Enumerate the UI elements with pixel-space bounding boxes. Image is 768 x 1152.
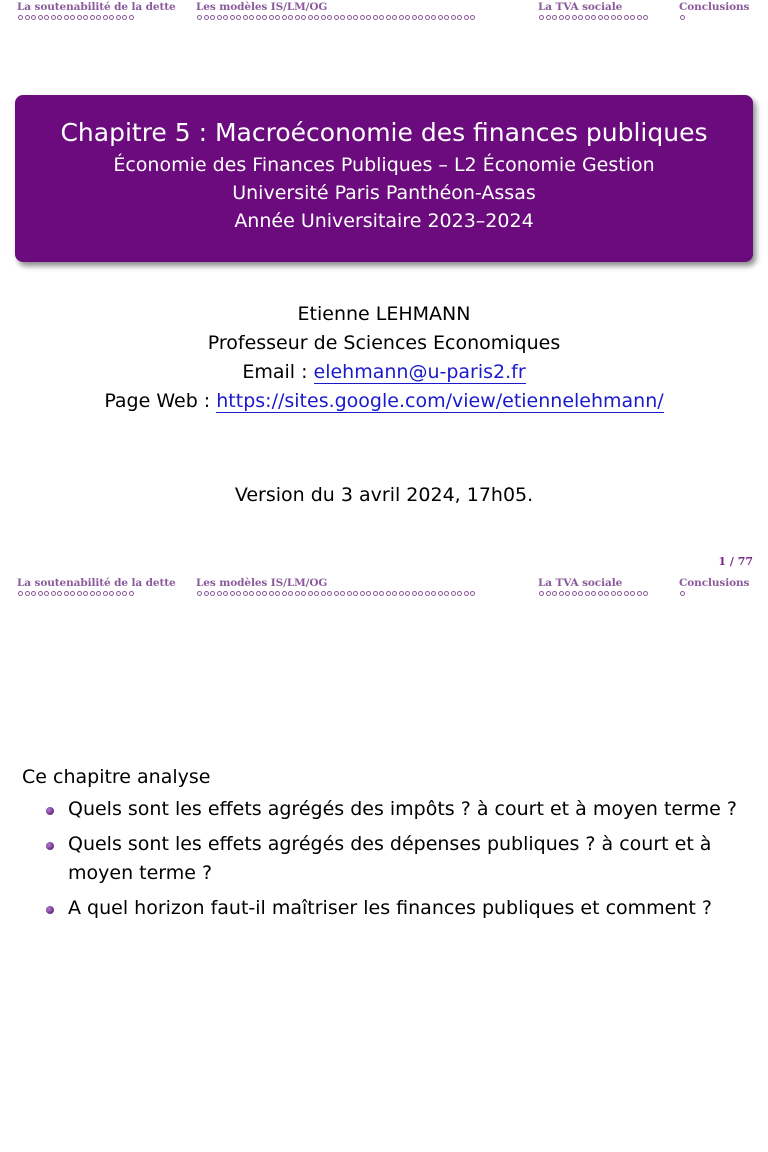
nav-frame-dot[interactable]	[565, 591, 570, 596]
nav-frame-dot[interactable]	[282, 15, 287, 20]
nav-frame-dot[interactable]	[386, 15, 391, 20]
nav-frame-dot[interactable]	[31, 15, 36, 20]
nav-frame-dot[interactable]	[57, 591, 62, 596]
nav-frame-dot[interactable]	[457, 15, 462, 20]
nav-frame-dot[interactable]	[236, 15, 241, 20]
nav-section-tva[interactable]: La TVA sociale	[538, 577, 623, 589]
nav-frame-dot[interactable]	[308, 15, 313, 20]
nav-frame-dot[interactable]	[464, 591, 469, 596]
bullet-text: A quel horizon faut-il maîtriser les finances publiques et comment ?	[68, 897, 712, 919]
nav-frame-dot[interactable]	[438, 591, 443, 596]
nav-frame-dot[interactable]	[122, 15, 127, 20]
nav-frame-dot[interactable]	[451, 15, 456, 20]
nav-frame-dot[interactable]	[295, 15, 300, 20]
nav-frame-dot[interactable]	[103, 591, 108, 596]
list-item	[46, 795, 752, 824]
nav-frame-dot[interactable]	[116, 591, 121, 596]
nav-frame-dot[interactable]	[591, 591, 596, 596]
nav-frame-dot[interactable]	[90, 591, 95, 596]
email-line	[0, 358, 768, 387]
nav-frame-dot[interactable]	[327, 591, 332, 596]
author-name: Etienne LEHMANN	[297, 303, 471, 325]
nav-frame-dot[interactable]	[360, 15, 365, 20]
nav-frame-dot[interactable]	[353, 591, 358, 596]
nav-frame-dot[interactable]	[230, 15, 235, 20]
subtitle-year: Année Universitaire 2023–2024	[234, 210, 534, 232]
web-link[interactable]: https://sites.google.com/view/etiennelehmann/	[216, 390, 664, 412]
nav-frame-dot[interactable]	[392, 591, 397, 596]
nav-frame-dot[interactable]	[129, 591, 134, 596]
nav-frame-dot[interactable]	[399, 15, 404, 20]
nav-frame-dot[interactable]	[572, 15, 577, 20]
web-label: Page Web :	[104, 390, 211, 412]
nav-frame-dot[interactable]	[282, 591, 287, 596]
nav-frame-dot[interactable]	[617, 591, 622, 596]
nav-section-conclusions[interactable]: Conclusions	[679, 577, 750, 589]
nav-frame-dot[interactable]	[366, 591, 371, 596]
email-link[interactable]: elehmann@u-paris2.fr	[313, 361, 526, 383]
nav-frame-dot[interactable]	[611, 591, 616, 596]
nav-frame-dot[interactable]	[77, 591, 82, 596]
nav-frame-dot[interactable]	[44, 591, 49, 596]
nav-frame-dot[interactable]	[539, 15, 544, 20]
nav-dots-tva[interactable]	[539, 591, 648, 599]
nav-frame-dot[interactable]	[223, 591, 228, 596]
list-item	[46, 830, 752, 888]
nav-frame-dot[interactable]	[256, 15, 261, 20]
nav-frame-dot[interactable]	[680, 591, 685, 596]
nav-frame-dot[interactable]	[122, 591, 127, 596]
nav-frame-dot[interactable]	[51, 15, 56, 20]
nav-frame-dot[interactable]	[643, 15, 648, 20]
nav-frame-dot[interactable]	[617, 15, 622, 20]
nav-dots-dette[interactable]	[18, 15, 134, 23]
nav-frame-dot[interactable]	[559, 591, 564, 596]
nav-frame-dot[interactable]	[373, 15, 378, 20]
nav-frame-dot[interactable]	[444, 591, 449, 596]
nav-frame-dot[interactable]	[210, 15, 215, 20]
nav-frame-dot[interactable]	[585, 15, 590, 20]
nav-frame-dot[interactable]	[552, 15, 557, 20]
nav-frame-dot[interactable]	[18, 15, 23, 20]
nav-frame-dot[interactable]	[70, 15, 75, 20]
nav-dots-conclusions[interactable]	[680, 15, 685, 23]
nav-frame-dot[interactable]	[405, 591, 410, 596]
list-item	[46, 894, 752, 923]
nav-frame-dot[interactable]	[451, 591, 456, 596]
nav-frame-dot[interactable]	[51, 591, 56, 596]
nav-frame-dot[interactable]	[295, 591, 300, 596]
nav-frame-dot[interactable]	[340, 591, 345, 596]
navigation-bar	[0, 576, 768, 606]
nav-frame-dot[interactable]	[269, 15, 274, 20]
nav-frame-dot[interactable]	[116, 15, 121, 20]
nav-frame-dot[interactable]	[578, 591, 583, 596]
nav-frame-dot[interactable]	[457, 591, 462, 596]
bullet-text: Quels sont les effets agrégés des dépenses publiques ? à court et à moyen terme ?	[68, 833, 712, 884]
nav-frame-dot[interactable]	[334, 591, 339, 596]
nav-frame-dot[interactable]	[38, 591, 43, 596]
nav-frame-dot[interactable]	[340, 15, 345, 20]
nav-frame-dot[interactable]	[624, 591, 629, 596]
nav-frame-dot[interactable]	[425, 15, 430, 20]
nav-frame-dot[interactable]	[444, 15, 449, 20]
nav-frame-dot[interactable]	[262, 591, 267, 596]
nav-frame-dot[interactable]	[288, 591, 293, 596]
nav-dots-islmog[interactable]	[197, 15, 475, 23]
bullet-text: Quels sont les effets agrégés des impôts ? à court et à moyen terme ?	[68, 798, 737, 820]
nav-frame-dot[interactable]	[405, 15, 410, 20]
nav-frame-dot[interactable]	[373, 591, 378, 596]
nav-frame-dot[interactable]	[399, 591, 404, 596]
nav-frame-dot[interactable]	[321, 15, 326, 20]
nav-frame-dot[interactable]	[308, 591, 313, 596]
nav-frame-dot[interactable]	[129, 15, 134, 20]
nav-frame-dot[interactable]	[438, 15, 443, 20]
nav-frame-dot[interactable]	[103, 15, 108, 20]
nav-frame-dot[interactable]	[25, 15, 30, 20]
nav-frame-dot[interactable]	[217, 15, 222, 20]
nav-frame-dot[interactable]	[256, 591, 261, 596]
nav-frame-dot[interactable]	[96, 591, 101, 596]
nav-frame-dot[interactable]	[57, 15, 62, 20]
nav-frame-dot[interactable]	[559, 15, 564, 20]
nav-frame-dot[interactable]	[18, 591, 23, 596]
nav-frame-dot[interactable]	[327, 15, 332, 20]
slide-title: Chapitre 5 : Macroéconomie des finances publiques	[60, 118, 708, 147]
nav-frame-dot[interactable]	[197, 15, 202, 20]
nav-frame-dot[interactable]	[539, 591, 544, 596]
nav-frame-dot[interactable]	[470, 591, 475, 596]
nav-frame-dot[interactable]	[611, 15, 616, 20]
nav-frame-dot[interactable]	[379, 591, 384, 596]
nav-frame-dot[interactable]	[249, 591, 254, 596]
nav-frame-dot[interactable]	[552, 591, 557, 596]
nav-frame-dot[interactable]	[546, 591, 551, 596]
bullet-icon	[46, 807, 54, 815]
nav-frame-dot[interactable]	[360, 591, 365, 596]
nav-frame-dot[interactable]	[643, 591, 648, 596]
nav-frame-dot[interactable]	[412, 15, 417, 20]
nav-frame-dot[interactable]	[598, 15, 603, 20]
nav-frame-dot[interactable]	[269, 591, 274, 596]
nav-frame-dot[interactable]	[624, 15, 629, 20]
version-text: Version du 3 avril 2024, 17h05.	[234, 484, 534, 506]
nav-frame-dot[interactable]	[44, 15, 49, 20]
nav-frame-dot[interactable]	[425, 591, 430, 596]
nav-frame-dot[interactable]	[418, 591, 423, 596]
author-position: Professeur de Sciences Economiques	[207, 332, 561, 354]
nav-frame-dot[interactable]	[334, 15, 339, 20]
email-label: Email :	[242, 361, 308, 383]
nav-frame-dot[interactable]	[546, 15, 551, 20]
nav-dots-dette[interactable]	[18, 591, 134, 599]
nav-frame-dot[interactable]	[204, 591, 209, 596]
nav-frame-dot[interactable]	[314, 591, 319, 596]
nav-frame-dot[interactable]	[637, 591, 642, 596]
nav-frame-dot[interactable]	[70, 591, 75, 596]
nav-frame-dot[interactable]	[431, 591, 436, 596]
nav-frame-dot[interactable]	[109, 15, 114, 20]
nav-frame-dot[interactable]	[585, 591, 590, 596]
nav-frame-dot[interactable]	[64, 15, 69, 20]
nav-frame-dot[interactable]	[680, 15, 685, 20]
intro-text: Ce chapitre analyse	[22, 766, 211, 788]
nav-frame-dot[interactable]	[217, 591, 222, 596]
nav-frame-dot[interactable]	[366, 15, 371, 20]
subtitle-university: Université Paris Panthéon-Assas	[232, 182, 536, 204]
nav-section-islmog[interactable]: Les modèles IS/LM/OG	[196, 1, 328, 13]
nav-dots-islmog[interactable]	[197, 591, 475, 599]
nav-frame-dot[interactable]	[630, 591, 635, 596]
bullet-list	[22, 795, 752, 923]
nav-frame-dot[interactable]	[31, 591, 36, 596]
nav-frame-dot[interactable]	[379, 15, 384, 20]
nav-frame-dot[interactable]	[83, 591, 88, 596]
nav-frame-dot[interactable]	[572, 591, 577, 596]
nav-frame-dot[interactable]	[604, 591, 609, 596]
nav-frame-dot[interactable]	[243, 15, 248, 20]
nav-dots-conclusions[interactable]	[680, 591, 685, 599]
subtitle-course: Économie des Finances Publiques – L2 Économie Gestion	[113, 154, 655, 176]
content-slide	[0, 576, 768, 1152]
author-block	[0, 300, 768, 416]
nav-frame-dot[interactable]	[243, 591, 248, 596]
nav-frame-dot[interactable]	[210, 591, 215, 596]
nav-frame-dot[interactable]	[204, 15, 209, 20]
nav-frame-dot[interactable]	[353, 15, 358, 20]
nav-frame-dot[interactable]	[347, 591, 352, 596]
nav-frame-dot[interactable]	[630, 15, 635, 20]
nav-frame-dot[interactable]	[38, 15, 43, 20]
nav-frame-dot[interactable]	[386, 591, 391, 596]
nav-frame-dot[interactable]	[197, 591, 202, 596]
nav-frame-dot[interactable]	[347, 15, 352, 20]
slide-content	[22, 763, 752, 929]
bullet-icon	[46, 906, 54, 914]
nav-frame-dot[interactable]	[321, 591, 326, 596]
nav-frame-dot[interactable]	[90, 15, 95, 20]
nav-frame-dot[interactable]	[637, 15, 642, 20]
nav-frame-dot[interactable]	[314, 15, 319, 20]
nav-frame-dot[interactable]	[470, 15, 475, 20]
nav-section-conclusions[interactable]: Conclusions	[679, 1, 750, 13]
nav-frame-dot[interactable]	[275, 591, 280, 596]
nav-frame-dot[interactable]	[64, 591, 69, 596]
nav-frame-dot[interactable]	[230, 591, 235, 596]
nav-frame-dot[interactable]	[301, 15, 306, 20]
nav-frame-dot[interactable]	[249, 15, 254, 20]
nav-frame-dot[interactable]	[77, 15, 82, 20]
nav-frame-dot[interactable]	[236, 591, 241, 596]
nav-frame-dot[interactable]	[275, 15, 280, 20]
nav-section-dette[interactable]: La soutenabilité de la dette	[17, 1, 176, 13]
web-line	[0, 387, 768, 416]
nav-dots-tva[interactable]	[539, 15, 648, 23]
nav-frame-dot[interactable]	[262, 15, 267, 20]
nav-frame-dot[interactable]	[223, 15, 228, 20]
nav-frame-dot[interactable]	[83, 15, 88, 20]
nav-frame-dot[interactable]	[392, 15, 397, 20]
nav-frame-dot[interactable]	[412, 591, 417, 596]
nav-section-tva[interactable]: La TVA sociale	[538, 1, 623, 13]
nav-frame-dot[interactable]	[25, 591, 30, 596]
page-number: 1 / 77	[718, 555, 753, 568]
nav-frame-dot[interactable]	[418, 15, 423, 20]
navigation-bar	[0, 0, 768, 30]
nav-frame-dot[interactable]	[604, 15, 609, 20]
nav-frame-dot[interactable]	[578, 15, 583, 20]
title-block	[15, 95, 753, 262]
nav-frame-dot[interactable]	[431, 15, 436, 20]
nav-frame-dot[interactable]	[109, 591, 114, 596]
nav-section-islmog[interactable]: Les modèles IS/LM/OG	[196, 577, 328, 589]
nav-frame-dot[interactable]	[565, 15, 570, 20]
bullet-icon	[46, 842, 54, 850]
nav-section-dette[interactable]: La soutenabilité de la dette	[17, 577, 176, 589]
nav-frame-dot[interactable]	[288, 15, 293, 20]
nav-frame-dot[interactable]	[301, 591, 306, 596]
nav-frame-dot[interactable]	[464, 15, 469, 20]
nav-frame-dot[interactable]	[598, 591, 603, 596]
nav-frame-dot[interactable]	[96, 15, 101, 20]
nav-frame-dot[interactable]	[591, 15, 596, 20]
